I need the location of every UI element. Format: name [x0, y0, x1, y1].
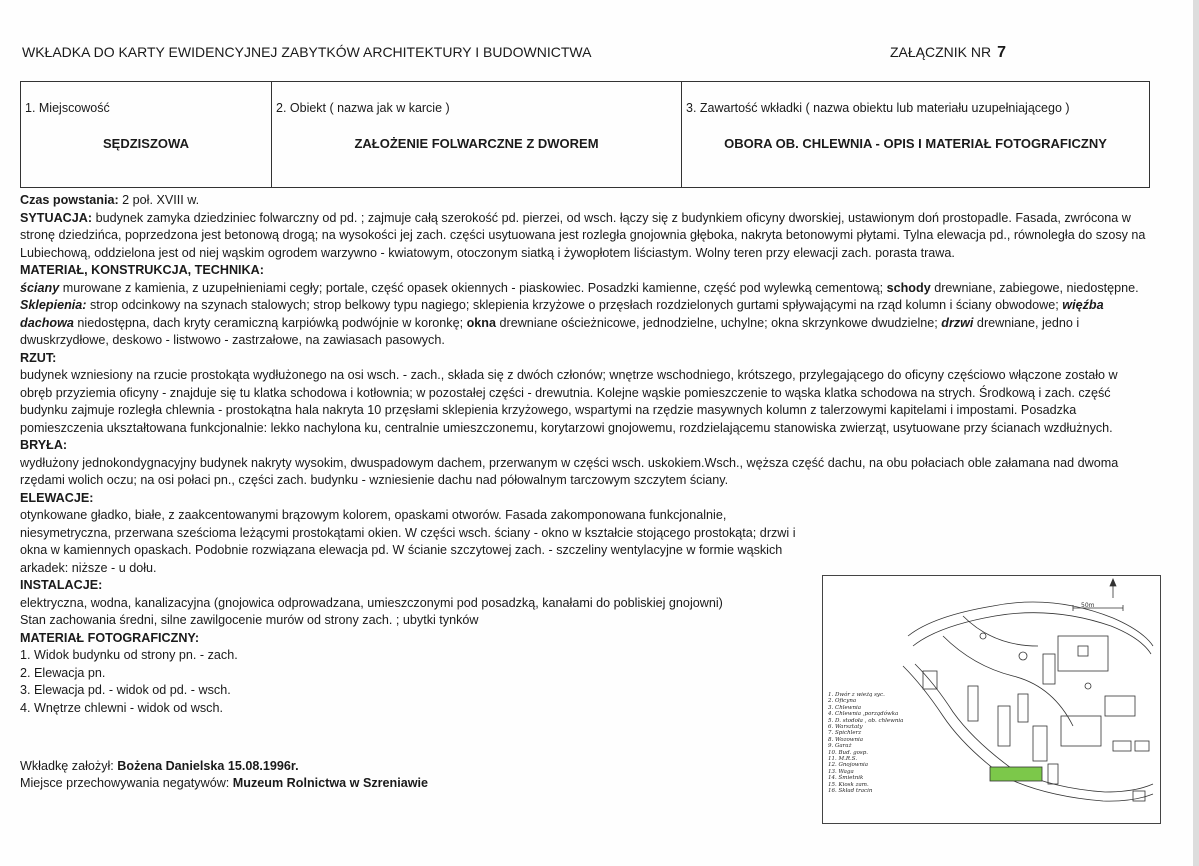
object-value: ZAŁOŻENIE FOLWARCZNE Z DWOREM: [354, 136, 599, 151]
map-scale-label: 50m: [1081, 602, 1095, 609]
form-title: WKŁADKA DO KARTY EWIDENCYJNEJ ZABYTKÓW ARCHITEKTURY I BUDOWNICTWA: [22, 44, 592, 60]
map-legend-item: 11. M.R.S.: [828, 756, 858, 763]
map-legend-item: 14. Śmietnik: [828, 775, 864, 782]
location-value: SĘDZISZOWA: [103, 136, 189, 151]
map-legend: [828, 692, 903, 795]
author-label: Wkładkę założył:: [20, 759, 118, 773]
schody-term: schody: [886, 280, 931, 295]
material-text-6: drewniane, jedno i dwuskrzydłowe, deskowo - listwowo - zastrzałowe, na zawiasach pasowych.: [20, 315, 1080, 347]
annex-number: 7: [997, 44, 1007, 61]
sciany-term: ściany: [20, 280, 60, 295]
instalacje-heading: INSTALACJE:: [20, 578, 103, 592]
foto-item: 2. Elewacja pn.: [20, 665, 106, 680]
rzut-heading: RZUT:: [20, 350, 57, 365]
czas-label: Czas powstania:: [20, 193, 119, 207]
material-paragraph: [20, 280, 1150, 350]
rzut-paragraph: budynek wzniesiony na rzucie prostokąta wydłużonego na osi wsch. - zach., składa się z dwóch członów; wnętrze wschodniego, krótszego, przylegającego do oficyny częściowo włączone zostało w obręb przyziemia oficyny - znajduje się tu klatka schodowa i kotłownia; w pozostałej części - drewutnia. Kolejne wąskie pomieszczenie to wąska klatka schodowa na strych. Środkową i zach. część budynku zajmuje rozległa chlewnia - prostokątna hala nakryta 10 przęsłami sklepienia krzyżowego, wspartymi na rzędzie masywnych kolumn z talerzowymi kapitelami i impostami. Posadzka pomieszczenia ukształtowana funkcjonalnie: lekko nachylona ku, centralnie umieszczonemu, korytarzowi gnojowemu, rozdzielającemu stanowiska zwierząt, usytuowane przy ścianach wzdłużnych.: [20, 368, 1118, 435]
map-legend-item: 16. Skład tracin: [828, 788, 873, 795]
author-value: Bożena Danielska 15.08.1996r.: [117, 759, 299, 773]
foto-item: 1. Widok budynku od strony pn. - zach.: [20, 648, 238, 662]
elewacje-heading: ELEWACJE:: [20, 490, 94, 505]
material-heading: MATERIAŁ, KONSTRUKCJA, TECHNIKA:: [20, 263, 264, 277]
highlighted-building: [990, 767, 1042, 781]
material-text-2: drewniane, zabiegowe, niedostępne.: [930, 280, 1139, 295]
map-legend-item: 13. Waga: [828, 768, 854, 775]
foto-heading: MATERIAŁ FOTOGRAFICZNY:: [20, 630, 200, 645]
scan-edge: [1193, 0, 1199, 866]
author-line: [20, 759, 299, 773]
map-legend-item: 7. Spichlerz: [828, 730, 862, 737]
material-text-1: murowane z kamienia, z uzupełnieniami cegły; portale, część opasek okiennych - piaskowiec. Posadzki kamienne, część pod wylewką cementową;: [59, 280, 887, 295]
storage-value: Muzeum Rolnictwa w Szreniawie: [232, 776, 429, 790]
map-legend-item: 5. D. stodoła , ob. chlewnia: [828, 717, 904, 724]
sytuacja-text: budynek zamyka dziedziniec folwarczny od pd. ; zajmuje całą szerokość pd. pierzei, od wsch. łączy się z budynkiem oficyny dworskiej, ustawionym doń prostopadle. Fasada, zwrócona w stronę dziedzińca, poprzedzona jest betonową drogą; na wysokości jej zach. części usytuowana jest rozległa gnojownia głęboka, nakryta betonowymi płytami. Tylna elewacja pd., równoległa do szosy na Lubiechową, oddzielona jest od niej wąskim ogrodem warzywno - kwiatowym, otoczonym siatką i żywopłotem liściastym. Wolny teren przy elewacji zach. porasta trawa.: [20, 210, 1146, 260]
annex-label-text: ZAŁĄCZNIK NR: [890, 44, 992, 60]
foto-item: 4. Wnętrze chlewni - widok od wsch.: [20, 700, 223, 715]
instalacje-paragraph: elektryczna, wodna, kanalizacyjna (gnojowica odprowadzana, umieszczonymi pod posadzką, kanałami do pobliskiej gnojowni): [20, 595, 723, 610]
content-value: OBORA OB. CHLEWNIA - OPIS I MATERIAŁ FOTOGRAFICZNY: [724, 136, 1107, 151]
drzwi-term: drzwi: [941, 315, 974, 330]
czas-text: 2 poł. XVIII w.: [118, 193, 200, 207]
sklepienia-term: Sklepienia:: [20, 298, 87, 312]
location-label: 1. Miejscowość: [25, 101, 110, 115]
elewacje-paragraph: otynkowane gładko, białe, z zaakcentowanymi brązowym kolorem, opaskami otworów. Fasada zakomponowana funkcjonalnie, niesymetryczna, przerwana sześcioma leżącymi prostokątami okien. W części wsch. ściany - okno w kształcie stojącego prostokąta; drzwi i okna w kamiennych opaskach. Podobnie rozwiązana elewacja pd. W ścianie szczytowej zach. - szczeliny wentylacyjne w formie wąskich arkadek: niższe - u dołu.: [20, 508, 796, 575]
storage-label: Miejsce przechowywania negatywów:: [20, 776, 233, 790]
info-boxes: [20, 81, 1150, 188]
bryla-paragraph: wydłużony jednokondygnacyjny budynek nakryty wysokim, dwuspadowym dachem, przerwanym w części wsch. uskokiem.Wsch., węższa część dachu, na obu połaciach oble załamana nad dwoma rzędami wolich oczu; na osi połaci pn., części zach. budynku - wzniesienie dachu nad półowalnym tarczowym szczytem ściany.: [20, 455, 1119, 487]
object-label: 2. Obiekt ( nazwa jak w karcie ): [276, 101, 450, 115]
site-plan-map: [822, 575, 1161, 824]
okna-term: okna: [466, 315, 497, 330]
map-legend-item: 8. Wozownia: [828, 736, 864, 743]
location-box: [21, 82, 272, 187]
material-text-4: niedostępna, dach kryty ceramiczną karpiówką podwójnie w koronkę;: [73, 315, 467, 330]
map-legend-item: 4. Chlewnia ,porządówka: [828, 711, 899, 718]
foto-item: 3. Elewacja pd. - widok od pd. - wsch.: [20, 683, 231, 697]
map-legend-item: 15. Kiosk zam.: [828, 781, 869, 788]
annex-label: [890, 44, 1006, 62]
map-legend-item: 6. Warsztaty: [828, 724, 863, 731]
map-legend-item: 1. Dwór z wieżą syc.: [828, 692, 885, 698]
czas-line: [20, 192, 1150, 210]
map-legend-item: 10. Bud. gosp.: [828, 749, 869, 756]
map-legend-item: 3. Chlewnia: [828, 704, 862, 711]
content-box: [682, 82, 1149, 187]
map-legend-item: 9. Garaż: [828, 743, 852, 750]
storage-line: [20, 776, 428, 790]
map-legend-item: 2. Oficyna: [828, 698, 857, 705]
material-text-5: drewniane ościeżnicowe, jednodzielne, uchylne; okna skrzynkowe dwudzielne;: [496, 315, 942, 330]
map-legend-item: 12. Gnojownia: [828, 762, 869, 769]
bryla-heading: BRYŁA:: [20, 438, 68, 452]
stan-paragraph: Stan zachowania średni, silne zawilgocenie murów od strony zach. ; ubytki tynków: [20, 613, 479, 627]
material-text-3: strop odcinkowy na szynach stalowych; strop belkowy typu nagiego; sklepienia krzyżowe o przęsłach rozdzielonych gurtami spływającymi na rząd kolumn i ściany obwodowe;: [86, 298, 1063, 312]
sytuacja-label: SYTUACJA:: [20, 210, 93, 225]
content-label: 3. Zawartość wkładki ( nazwa obiektu lub materiału uzupełniającego ): [686, 101, 1070, 115]
sytuacja-paragraph: [20, 210, 1150, 263]
wiezba-term: więźba dachowa: [20, 298, 1104, 330]
object-box: [272, 82, 682, 187]
